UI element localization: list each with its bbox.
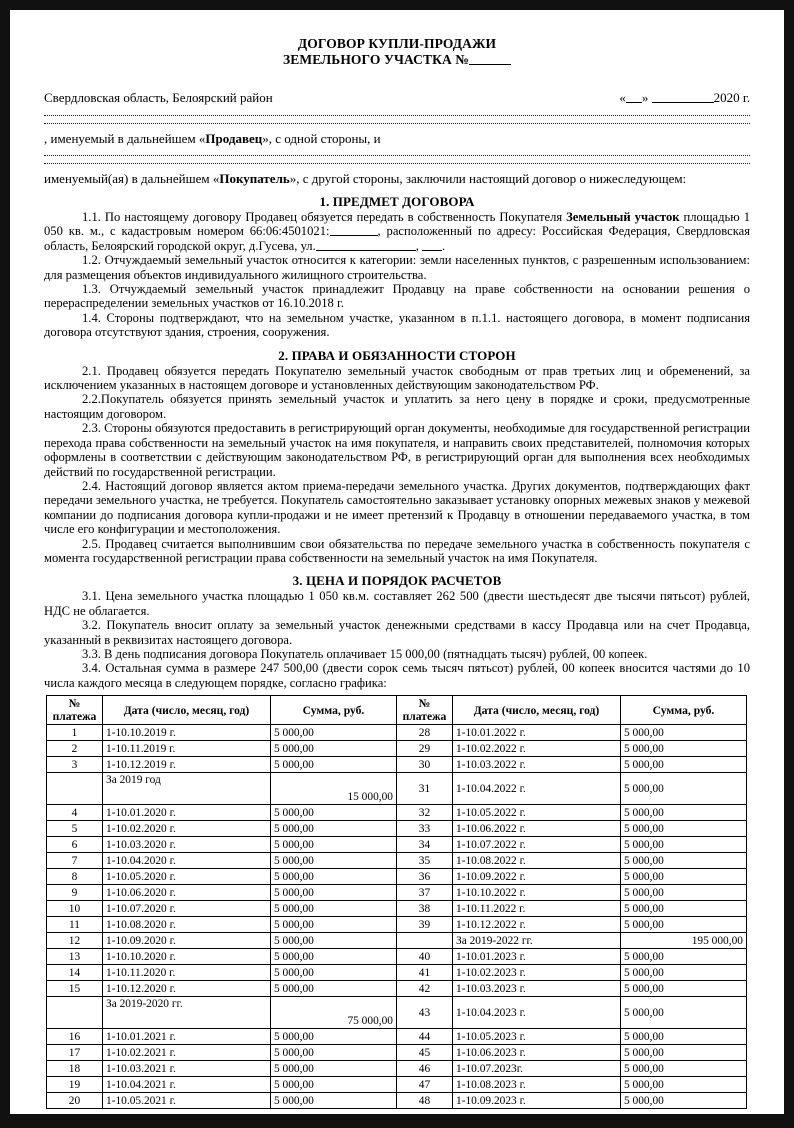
table-row xyxy=(47,965,747,981)
date-day-blank[interactable] xyxy=(626,102,642,103)
payment-date: 1-10.02.2020 г. xyxy=(103,821,271,837)
payment-date: 1-10.11.2019 г. xyxy=(103,741,271,757)
buyer-fill-line-1[interactable] xyxy=(44,155,750,156)
table-row xyxy=(47,1077,747,1093)
payment-schedule-head xyxy=(47,696,747,725)
payment-date: 1-10.08.2020 г. xyxy=(103,917,271,933)
payment-amount: 5 000,00 xyxy=(271,725,397,741)
payment-number: 35 xyxy=(397,853,453,869)
seller-designation-line xyxy=(44,131,750,146)
payment-amount: 5 000,00 xyxy=(271,741,397,757)
payment-date: 1-10.03.2020 г. xyxy=(103,837,271,853)
payment-amount: 5 000,00 xyxy=(621,997,747,1029)
date-quote-open: « xyxy=(619,90,626,105)
payment-date: 1-10.11.2020 г. xyxy=(103,965,271,981)
document-title-line-2 xyxy=(44,52,750,68)
payment-number: 11 xyxy=(47,917,103,933)
buyer-prefix-text: именуемый(ая) в дальнейшем « xyxy=(44,171,220,186)
payment-amount: 5 000,00 xyxy=(271,885,397,901)
payment-date: 1-10.05.2020 г. xyxy=(103,869,271,885)
table-row xyxy=(47,1061,747,1077)
payment-amount: 5 000,00 xyxy=(271,1061,397,1077)
payment-number: 40 xyxy=(397,949,453,965)
clause-1-3: 1.3. Отчуждаемый земельный участок принадлежит Продавцу на праве собственности на основании решения о перераспределении земельных участков от 16.10.2018 г. xyxy=(44,282,750,311)
payment-number: 10 xyxy=(47,901,103,917)
payment-number: 30 xyxy=(397,757,453,773)
payment-number: 47 xyxy=(397,1077,453,1093)
date-month-blank[interactable] xyxy=(652,102,714,103)
payment-amount: 5 000,00 xyxy=(271,1093,397,1109)
buyer-suffix-text: », с другой стороны, заключили настоящий договор о нижеследующем: xyxy=(289,171,687,186)
payment-number: 45 xyxy=(397,1045,453,1061)
payment-number: 31 xyxy=(397,773,453,805)
header-date-right: Дата (число, месяц, год) xyxy=(453,696,621,725)
cadastral-number-blank[interactable] xyxy=(330,235,378,236)
payment-schedule-table xyxy=(46,695,747,1109)
section-3-heading: 3. ЦЕНА И ПОРЯДОК РАСЧЕТОВ xyxy=(292,573,502,589)
table-row xyxy=(47,901,747,917)
header-no-right-line1: № xyxy=(418,697,431,711)
payment-amount: 5 000,00 xyxy=(621,1029,747,1045)
table-row xyxy=(47,725,747,741)
buyer-designation-line xyxy=(44,171,750,186)
clause-1-2: 1.2. Отчуждаемый земельный участок относится к категории: земли населенных пунктов, с разрешенным использованием: для размещения объектов индивидуального жилищного строительства. xyxy=(44,253,750,282)
payment-date: 1-10.07.2022 г. xyxy=(453,837,621,853)
payment-date: 1-10.12.2020 г. xyxy=(103,981,271,997)
payment-number: 14 xyxy=(47,965,103,981)
clause-1-1-part-d: , xyxy=(415,238,423,253)
seller-role-label: Продавец xyxy=(205,131,263,146)
payment-amount: 5 000,00 xyxy=(621,869,747,885)
header-no-right-line2: платежа xyxy=(402,710,447,724)
payment-date: 1-10.01.2023 г. xyxy=(453,949,621,965)
payment-number: 7 xyxy=(47,853,103,869)
payment-number: 36 xyxy=(397,869,453,885)
payment-date: 1-10.09.2023 г. xyxy=(453,1093,621,1109)
payment-amount: 5 000,00 xyxy=(621,837,747,853)
payment-date: 1-10.01.2020 г. xyxy=(103,805,271,821)
payment-amount: 5 000,00 xyxy=(271,821,397,837)
seller-fill-line-2[interactable] xyxy=(44,123,750,124)
payment-amount: 5 000,00 xyxy=(271,949,397,965)
payment-number: 12 xyxy=(47,933,103,949)
clause-3-4: 3.4. Остальная сумма в размере 247 500,00 (двести сорок семь тысяч пятьсот) рублей, 00 копеек вносится частями до 10 числа каждого месяца в следующем порядке, согласно графика: xyxy=(44,661,750,690)
payment-date: 1-10.07.2020 г. xyxy=(103,901,271,917)
payment-amount: 5 000,00 xyxy=(621,981,747,997)
payment-number: 13 xyxy=(47,949,103,965)
clause-2-5: 2.5. Продавец считается выполнившим свои обязательства по передаче земельного участка в собственность покупателя с момента государственной регистрации права собственности на земельный участок на имя Покупателя. xyxy=(44,536,750,565)
payment-date: 1-10.11.2022 г. xyxy=(453,901,621,917)
table-row xyxy=(47,805,747,821)
payment-number: 16 xyxy=(47,1029,103,1045)
clause-2-2: 2.2.Покупатель обязуется принять земельный участок и уплатить за него цену в порядке и сроки, предусмотренные настоящим договором. xyxy=(44,392,750,421)
subtotal-no-cell xyxy=(397,933,453,949)
payment-date: 1-10.08.2022 г. xyxy=(453,853,621,869)
place-text: Свердловская область, Белоярский район xyxy=(44,90,273,105)
payment-date: 1-10.02.2021 г. xyxy=(103,1045,271,1061)
table-header-row xyxy=(47,696,747,725)
payment-date: 1-10.02.2022 г. xyxy=(453,741,621,757)
document-title xyxy=(44,36,750,68)
table-row xyxy=(47,773,747,805)
header-no-right xyxy=(397,696,453,725)
payment-date: 1-10.05.2022 г. xyxy=(453,805,621,821)
subtotal-value: 195 000,00 xyxy=(621,933,747,949)
payment-date: 1-10.06.2022 г. xyxy=(453,821,621,837)
house-number-blank[interactable] xyxy=(422,250,442,251)
payment-amount: 5 000,00 xyxy=(621,725,747,741)
payment-date: 1-10.04.2020 г. xyxy=(103,853,271,869)
table-row xyxy=(47,885,747,901)
payment-number: 37 xyxy=(397,885,453,901)
payment-number: 33 xyxy=(397,821,453,837)
payment-date: 1-10.09.2022 г. xyxy=(453,869,621,885)
payment-number: 20 xyxy=(47,1093,103,1109)
subtotal-no-cell xyxy=(47,997,103,1029)
header-no-left xyxy=(47,696,103,725)
subtotal-label: За 2019 год xyxy=(103,773,271,805)
payment-number: 46 xyxy=(397,1061,453,1077)
section-2-heading: 2. ПРАВА И ОБЯЗАННОСТИ СТОРОН xyxy=(278,347,516,363)
payment-amount: 5 000,00 xyxy=(621,1045,747,1061)
table-row xyxy=(47,917,747,933)
clause-1-4: 1.4. Стороны подтверждают, что на земельном участке, указанном в п.1.1. настоящего договора, в момент подписания договора отсутствуют здания, строения, сооружения. xyxy=(44,310,750,340)
payment-amount: 5 000,00 xyxy=(621,1093,747,1109)
payment-date: 1-10.10.2022 г. xyxy=(453,885,621,901)
table-row xyxy=(47,981,747,997)
payment-amount: 5 000,00 xyxy=(271,1045,397,1061)
payment-number: 2 xyxy=(47,741,103,757)
payment-amount: 5 000,00 xyxy=(271,805,397,821)
clause-2-4: 2.4. Настоящий договор является актом приема-передачи земельного участка. Других документов, подтверждающих факт передачи земельного участка, не требуется. Покупатель самостоятельно заказывает установку опорных межевых знаков у межевой компании до подписания договора купли-продажи и не имеет претензий к Продавцу в отношении передаваемого участка, в том числе его конфигурации и местоположения. xyxy=(44,478,750,537)
payment-date: 1-10.08.2023 г. xyxy=(453,1077,621,1093)
header-sum-right: Сумма, руб. xyxy=(621,696,747,725)
payment-amount: 5 000,00 xyxy=(271,1077,397,1093)
place-and-date-row xyxy=(44,90,750,106)
payment-number: 28 xyxy=(397,725,453,741)
payment-date: 1-10.04.2022 г. xyxy=(453,773,621,805)
payment-number: 17 xyxy=(47,1045,103,1061)
table-row xyxy=(47,1045,747,1061)
payment-amount: 5 000,00 xyxy=(621,853,747,869)
clause-1-1-part-a: 1.1. По настоящему договору Продавец обязуется передать в собственность Покупателя xyxy=(82,210,567,224)
document-sheet xyxy=(10,10,784,1114)
buyer-fill-line-2[interactable] xyxy=(44,163,750,164)
payment-number: 3 xyxy=(47,757,103,773)
payment-number: 15 xyxy=(47,981,103,997)
payment-date: 1-10.02.2023 г. xyxy=(453,965,621,981)
payment-amount: 5 000,00 xyxy=(271,901,397,917)
table-row xyxy=(47,741,747,757)
payment-amount: 5 000,00 xyxy=(621,965,747,981)
payment-amount: 5 000,00 xyxy=(621,741,747,757)
date-quote-close: » xyxy=(641,90,649,105)
payment-amount: 5 000,00 xyxy=(621,1077,747,1093)
header-no-left-line1: № xyxy=(68,697,81,711)
payment-number: 1 xyxy=(47,725,103,741)
payment-date: 1-10.05.2023 г. xyxy=(453,1029,621,1045)
table-row xyxy=(47,1029,747,1045)
payment-number: 18 xyxy=(47,1061,103,1077)
subtotal-label: За 2019-2020 гг. xyxy=(103,997,271,1029)
seller-suffix-text: », с одной стороны, и xyxy=(262,131,381,146)
table-row xyxy=(47,821,747,837)
table-row xyxy=(47,853,747,869)
document-title-line-1: ДОГОВОР КУПЛИ-ПРОДАЖИ xyxy=(297,36,497,51)
payment-number: 41 xyxy=(397,965,453,981)
payment-number: 44 xyxy=(397,1029,453,1045)
clause-2-3: 2.3. Стороны обязуются предоставить в регистрирующий орган документы, необходимые для государственной регистрации перехода права собственности на земельный участок на имя покупателя, и направить своих представителей, полномочия которых оформлены в соответствии с действующим законодательством РФ, в регистрирующий орган для выполнения всех необходимых действий по государственной регистрации. xyxy=(44,421,750,479)
payment-amount: 5 000,00 xyxy=(271,1029,397,1045)
payment-date: 1-10.09.2020 г. xyxy=(103,933,271,949)
payment-date: 1-10.12.2019 г. xyxy=(103,757,271,773)
table-row xyxy=(47,837,747,853)
table-row xyxy=(47,997,747,1029)
clause-3-1: 3.1. Цена земельного участка площадью 1 050 кв.м. составляет 262 500 (двести шестьдесят две тысячи пятьсот) рублей, НДС не облагается. xyxy=(44,589,750,618)
contract-number-blank[interactable] xyxy=(469,64,511,65)
payment-number: 9 xyxy=(47,885,103,901)
payment-date: 1-10.03.2022 г. xyxy=(453,757,621,773)
payment-amount: 5 000,00 xyxy=(271,853,397,869)
payment-date: 1-10.06.2020 г. xyxy=(103,885,271,901)
payment-amount: 5 000,00 xyxy=(621,917,747,933)
payment-number: 48 xyxy=(397,1093,453,1109)
payment-number: 43 xyxy=(397,997,453,1029)
payment-amount: 5 000,00 xyxy=(621,821,747,837)
payment-date: 1-10.06.2023 г. xyxy=(453,1045,621,1061)
payment-amount: 5 000,00 xyxy=(271,917,397,933)
clause-1-1-part-b: площадью 1 050 кв. м., с кадастровым номером 66:06:4501021: xyxy=(44,210,751,239)
clause-3-3: 3.3. В день подписания договора Покупатель оплачивает 15 000,00 (пятнадцать тысяч) рублей, 00 копеек. xyxy=(82,646,648,661)
document-title-line-2-text: ЗЕМЕЛЬНОГО УЧАСТКА № xyxy=(283,52,469,67)
clause-3-2: 3.2. Покупатель вносит оплату за земельный участок денежными средствами в кассу Продавца или на счет Продавца, указанный в реквизитах настоящего договора. xyxy=(44,618,750,647)
clause-1-1-part-c: , расположенный по адресу: Российская Федерация, Свердловская область, Белоярский городской округ, д.Гусева, ул. xyxy=(44,224,750,253)
header-date-left: Дата (число, месяц, год) xyxy=(103,696,271,725)
table-row xyxy=(47,757,747,773)
payment-number: 19 xyxy=(47,1077,103,1093)
clause-1-1-part-e: . xyxy=(442,238,446,253)
payment-amount: 5 000,00 xyxy=(621,1061,747,1077)
payment-date: 1-10.01.2021 г. xyxy=(103,1029,271,1045)
payment-date: 1-10.04.2021 г. xyxy=(103,1077,271,1093)
header-no-left-line2: платежа xyxy=(52,710,97,724)
payment-number: 42 xyxy=(397,981,453,997)
seller-prefix-text: , именуемый в дальнейшем « xyxy=(44,131,206,146)
payment-amount: 5 000,00 xyxy=(621,901,747,917)
table-row xyxy=(47,1093,747,1109)
payment-amount: 5 000,00 xyxy=(271,837,397,853)
payment-amount: 5 000,00 xyxy=(271,933,397,949)
buyer-role-label: Покупатель xyxy=(219,171,290,186)
table-row xyxy=(47,869,747,885)
payment-amount: 5 000,00 xyxy=(271,869,397,885)
payment-amount: 5 000,00 xyxy=(271,981,397,997)
payment-date: 1-10.01.2022 г. xyxy=(453,725,621,741)
payment-date: 1-10.03.2023 г. xyxy=(453,981,621,997)
date-year: 2020 г. xyxy=(713,90,750,105)
header-sum-left: Сумма, руб. xyxy=(271,696,397,725)
payment-amount: 5 000,00 xyxy=(621,885,747,901)
payment-date: 1-10.12.2022 г. xyxy=(453,917,621,933)
payment-amount: 5 000,00 xyxy=(621,949,747,965)
payment-number: 38 xyxy=(397,901,453,917)
clause-1-1 xyxy=(44,210,750,253)
payment-number: 8 xyxy=(47,869,103,885)
payment-number: 5 xyxy=(47,821,103,837)
payment-date: 1-10.04.2023 г. xyxy=(453,997,621,1029)
payment-amount: 5 000,00 xyxy=(271,965,397,981)
payment-date: 1-10.10.2019 г. xyxy=(103,725,271,741)
payment-amount: 5 000,00 xyxy=(271,757,397,773)
seller-fill-line-1[interactable] xyxy=(44,115,750,116)
payment-amount: 5 000,00 xyxy=(621,757,747,773)
payment-amount: 5 000,00 xyxy=(621,805,747,821)
payment-date: 1-10.03.2021 г. xyxy=(103,1061,271,1077)
signing-date xyxy=(619,90,750,106)
payment-date: 1-10.05.2021 г. xyxy=(103,1093,271,1109)
payment-amount: 5 000,00 xyxy=(621,773,747,805)
payment-date: 1-10.10.2020 г. xyxy=(103,949,271,965)
clause-2-1: 2.1. Продавец обязуется передать Покупателю земельный участок свободным от прав третьих лиц и обременений, за исключением указанных в настоящем договоре и установленных действующим законодательством РФ. xyxy=(44,363,750,393)
clause-1-1-subject-bold: Земельный участок xyxy=(566,210,680,224)
payment-number: 4 xyxy=(47,805,103,821)
subtotal-value: 75 000,00 xyxy=(271,997,397,1029)
table-row xyxy=(47,949,747,965)
street-name-blank[interactable] xyxy=(316,250,416,251)
payment-number: 6 xyxy=(47,837,103,853)
payment-number: 32 xyxy=(397,805,453,821)
subtotal-value: 15 000,00 xyxy=(271,773,397,805)
payment-number: 39 xyxy=(397,917,453,933)
subtotal-no-cell xyxy=(47,773,103,805)
payment-schedule-body xyxy=(47,725,747,1109)
table-row xyxy=(47,933,747,949)
section-1-heading: 1. ПРЕДМЕТ ДОГОВОРА xyxy=(319,194,475,209)
payment-date: 1-10.07.2023г. xyxy=(453,1061,621,1077)
payment-number: 29 xyxy=(397,741,453,757)
subtotal-label: За 2019-2022 гг. xyxy=(453,933,621,949)
payment-number: 34 xyxy=(397,837,453,853)
